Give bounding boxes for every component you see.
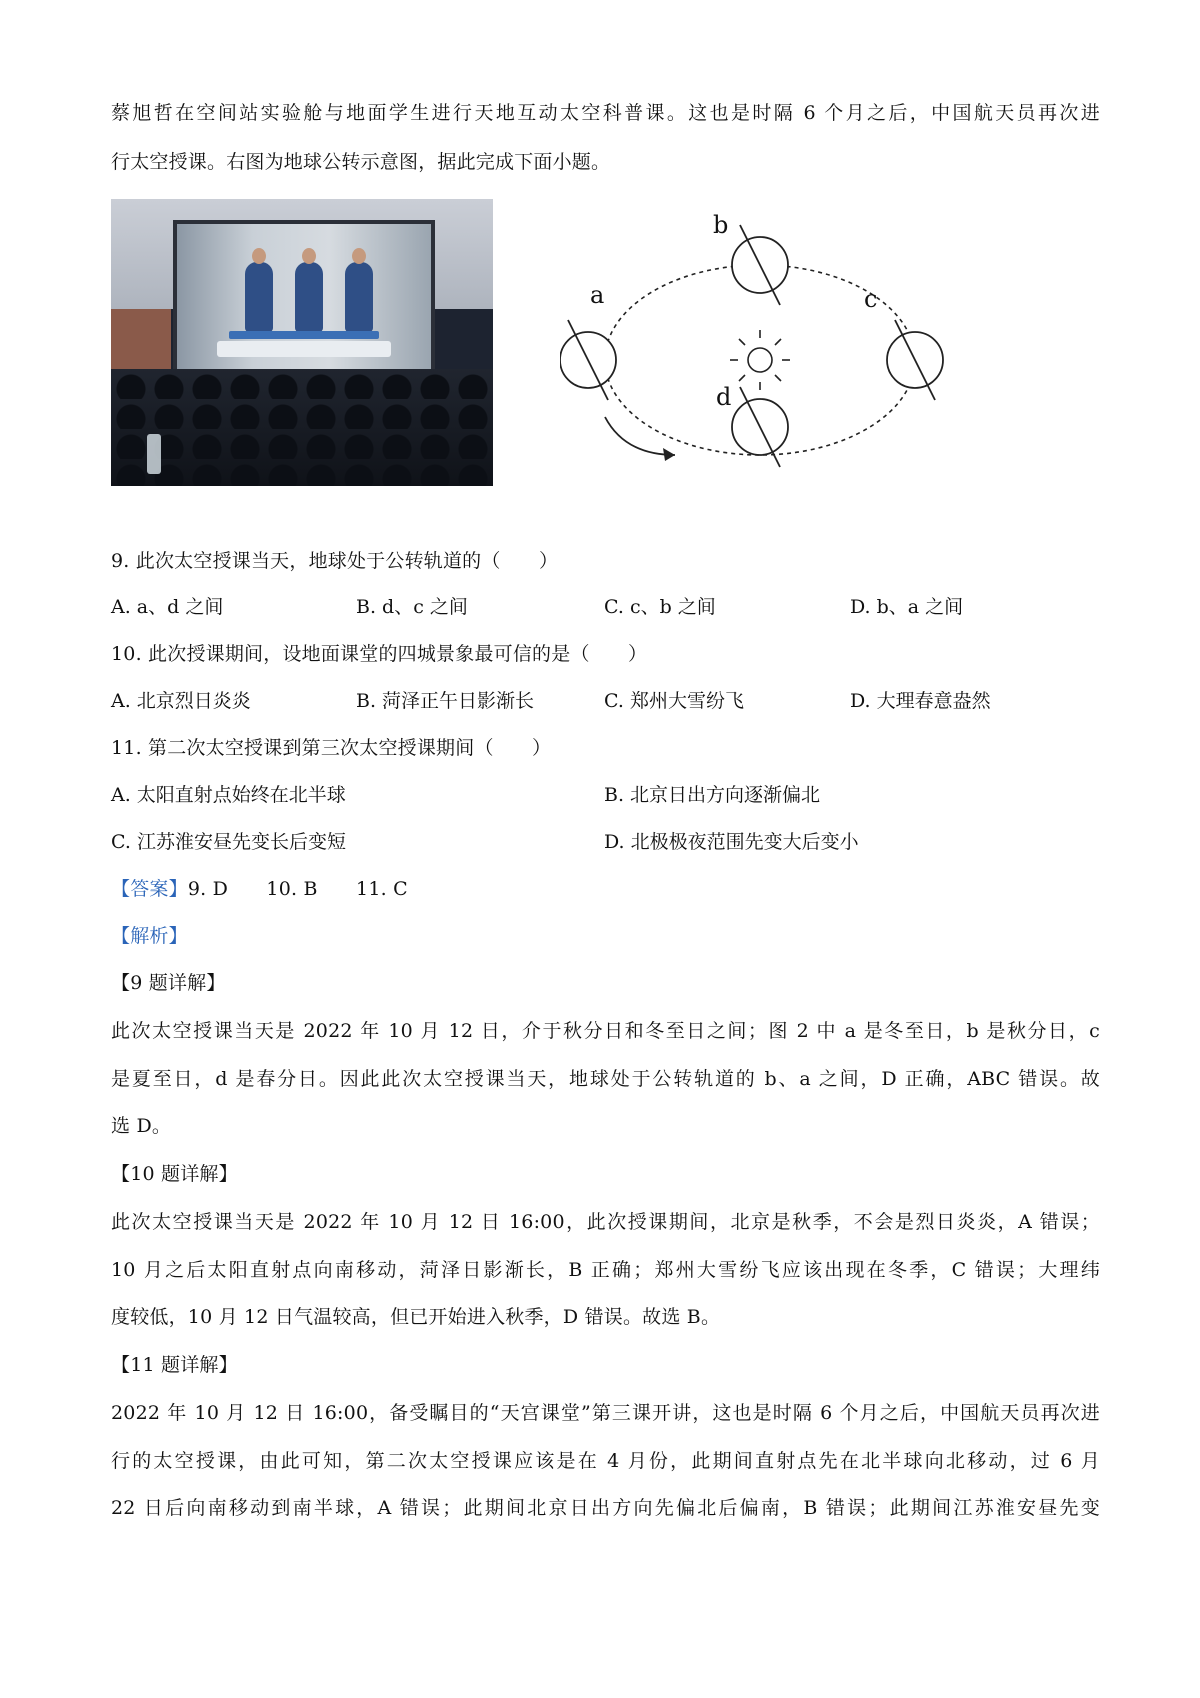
- orbit-svg: [560, 205, 960, 495]
- detail-9-line-1: 此次太空授课当天是 2022 年 10 月 12 日，介于秋分日和冬至日之间；图 2 中 a 是冬至日，b 是秋分日，c: [111, 1020, 1100, 1042]
- broadcast-screen: [173, 220, 435, 375]
- astronaut-figure: [245, 262, 273, 332]
- screen-banner-strip: [229, 331, 379, 339]
- q10-option-b: B. 菏泽正午日影渐长: [356, 690, 535, 712]
- astronaut-figure: [345, 262, 373, 332]
- q9-option-a: A. a、d 之间: [111, 596, 224, 618]
- earth-position-c: [887, 320, 943, 400]
- q11-option-d: D. 北极极夜范围先变大后变小: [604, 831, 859, 853]
- intro-line-1: 蔡旭哲在空间站实验舱与地面学生进行天地互动太空科普课。这也是时隔 6 个月之后，中国航天员再次进: [111, 102, 1100, 124]
- detail-11-line-2: 行的太空授课，由此可知，第二次太空授课应该是在 4 月份，此期间直射点先在北半球向北移动，过 6 月: [111, 1450, 1100, 1472]
- detail-9-heading: 【9 题详解】: [111, 972, 226, 994]
- classroom-photo: [111, 199, 493, 486]
- answer-tag: 【答案】: [111, 878, 188, 900]
- intro-line-2: 行太空授课。右图为地球公转示意图，据此完成下面小题。: [111, 151, 611, 173]
- earth-orbit-diagram: [560, 205, 960, 495]
- detail-11-line-3: 22 日后向南移动到南半球，A 错误；此期间北京日出方向先偏北后偏南，B 错误；此期间江苏淮安昼先变: [111, 1497, 1100, 1519]
- astronaut-figure: [295, 262, 323, 332]
- q9-option-d: D. b、a 之间: [850, 596, 964, 618]
- q11-option-b: B. 北京日出方向逐渐偏北: [604, 784, 821, 806]
- label-d: d: [716, 383, 732, 411]
- detail-11-line-1: 2022 年 10 月 12 日 16:00，备受瞩目的“天宫课堂”第三课开讲，这也是时隔 6 个月之后，中国航天员再次进: [111, 1402, 1100, 1424]
- earth-position-a: [560, 320, 616, 400]
- detail-9-line-3: 选 D。: [111, 1115, 172, 1137]
- detail-9-line-2: 是夏至日，d 是春分日。因此此次太空授课当天，地球处于公转轨道的 b、a 之间，D 正确，ABC 错误。故: [111, 1068, 1100, 1090]
- q9-option-c: C. c、b 之间: [604, 596, 716, 618]
- q11-option-a: A. 太阳直射点始终在北半球: [111, 784, 346, 806]
- question-10-stem: 10. 此次授课期间，设地面课堂的四城景象最可信的是（ ）: [111, 643, 648, 665]
- q11-option-c: C. 江苏淮安昼先变长后变短: [111, 831, 346, 853]
- detail-10-line-2: 10 月之后太阳直射点向南移动，菏泽日影渐长，B 正确；郑州大雪纷飞应该出现在冬季，C 错误；大理纬: [111, 1259, 1100, 1281]
- analysis-line: [111, 923, 1100, 949]
- q10-option-d: D. 大理春意盎然: [850, 690, 991, 712]
- revolution-direction-arrow-icon: [605, 417, 675, 461]
- student-audience: [111, 369, 493, 486]
- earth-position-b: [732, 225, 788, 305]
- sun-icon: [730, 330, 790, 390]
- q9-option-b: B. d、c 之间: [356, 596, 468, 618]
- label-c: c: [864, 285, 878, 313]
- q10-option-c: C. 郑州大雪纷飞: [604, 690, 744, 712]
- q10-option-a: A. 北京烈日炎炎: [111, 690, 251, 712]
- detail-10-line-3: 度较低，10 月 12 日气温较高，但已开始进入秋季，D 错误。故选 B。: [111, 1306, 721, 1328]
- analysis-tag: 【解析】: [111, 925, 188, 947]
- label-b: b: [713, 211, 729, 239]
- question-9-stem: 9. 此次太空授课当天，地球处于公转轨道的（ ）: [111, 550, 559, 572]
- screen-caption-bar: [217, 341, 391, 357]
- water-bottle: [147, 434, 161, 474]
- question-11-stem: 11. 第二次太空授课到第三次太空授课期间（ ）: [111, 737, 552, 759]
- answer-text: 9. D 10. B 11. C: [187, 878, 408, 900]
- answer-line: [111, 876, 1100, 902]
- detail-10-line-1: 此次太空授课当天是 2022 年 10 月 12 日 16:00，此次授课期间，北京是秋季，不会是烈日炎炎，A 错误；: [111, 1211, 1100, 1233]
- label-a: a: [590, 281, 605, 309]
- detail-11-heading: 【11 题详解】: [111, 1354, 238, 1376]
- detail-10-heading: 【10 题详解】: [111, 1163, 238, 1185]
